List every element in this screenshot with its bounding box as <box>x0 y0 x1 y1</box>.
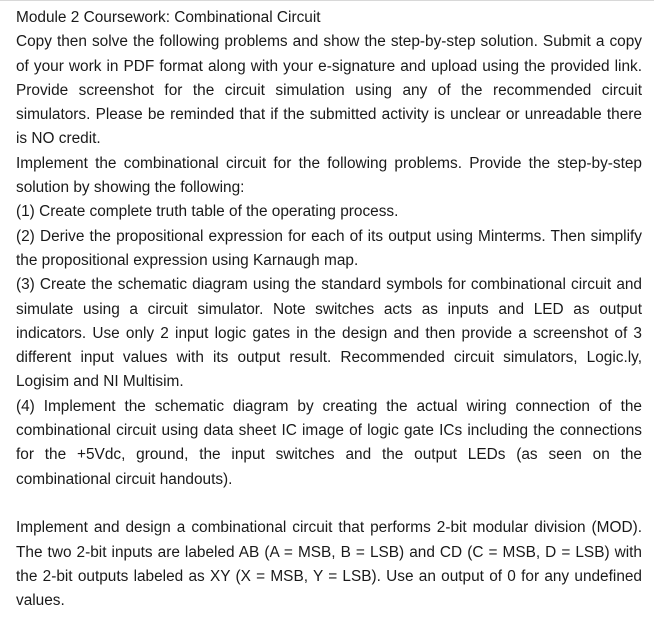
intro-paragraph: Copy then solve the following problems and show the step-by-step solution. Submit a copy of your work in PDF format along with your e-signature and upload using the provided link. Provide screenshot for the circuit simulation using any of the recommended circuit simulators. Please be reminded that if the submitted activity is unclear or unreadable there is NO credit. <box>16 33 642 148</box>
instructions-lead: Implement the combinational circuit for the following problems. Provide the step-by-step solution by showing the following: <box>16 154 642 197</box>
document-title: Module 2 Coursework: Combinational Circuit <box>16 9 321 26</box>
step-item-2: (2) Derive the propositional expression for each of its output using Minterms. Then simplify the propositional expression using Karnaugh map. <box>16 227 642 269</box>
document-body <box>16 6 642 613</box>
step-item-3: (3) Create the schematic diagram using the standard symbols for combinational circuit and simulate using a circuit simulator. Note switches acts as inputs and LED as output indicators. Use only 2 input logic gates in the design and then provide a screenshot of 3 different input values with its output result. Recommended circuit simulators, Logic.ly, Logisim and NI Multisim. <box>16 276 642 391</box>
paragraph-spacer <box>16 492 642 516</box>
step-item-4: (4) Implement the schematic diagram by creating the actual wiring connection of the combinational circuit using data sheet IC image of logic gate ICs including the connections for the +5Vdc, ground, the input switches and the output LEDs (as seen on the combinational circuit handouts). <box>16 397 642 488</box>
step-item-1: (1) Create complete truth table of the operating process. <box>16 203 399 221</box>
problem-statement: Implement and design a combinational circuit that performs 2-bit modular division (MOD). The two 2-bit inputs are labeled AB (A = MSB, B = LSB) and CD (C = MSB, D = LSB) with the 2-bit outputs labeled as XY (X = MSB, Y = LSB). Use an output of 0 for any undefined values. <box>16 519 642 610</box>
